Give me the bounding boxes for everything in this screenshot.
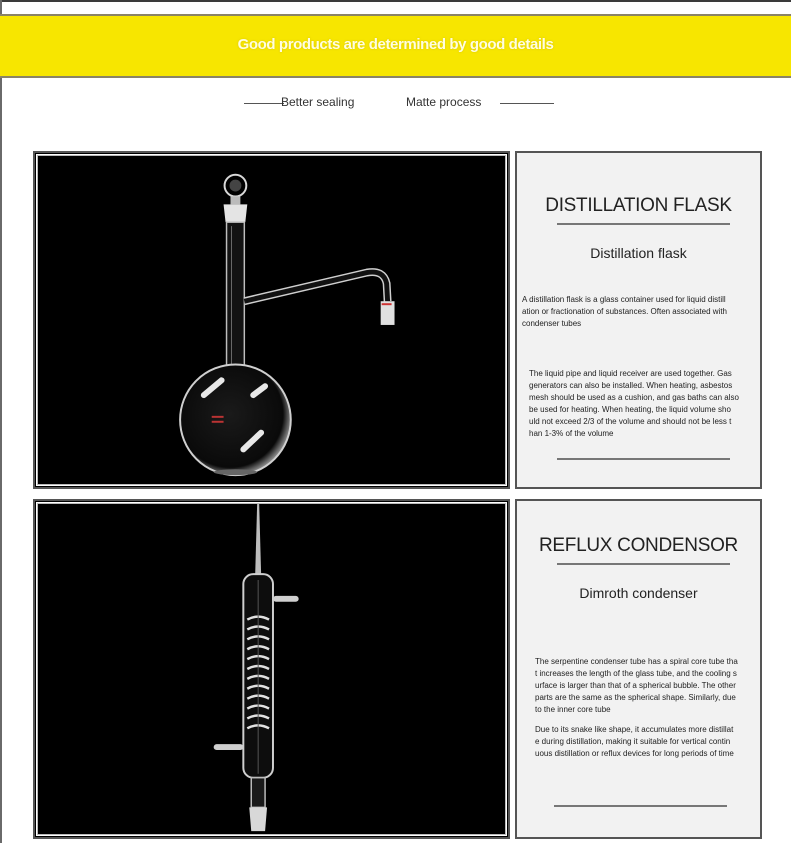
- details-banner: [0, 14, 791, 78]
- panel-bottom-divider: [557, 458, 730, 460]
- left-divider: [0, 0, 2, 843]
- subtitle-left-rule: [244, 103, 284, 104]
- heading-underline: [557, 223, 730, 225]
- product-heading: REFLUX CONDENSOR: [539, 535, 738, 556]
- product-usage-notes: Due to its snake like shape, it accumulates more distillat e during distillation, making it suitable for vertical contin uous distillation or reflux devices for long periods of time: [535, 725, 734, 758]
- distillation-flask-panel: [515, 151, 762, 489]
- product-subheading: Dimroth condenser: [579, 585, 698, 601]
- product-subheading: Distillation flask: [590, 245, 687, 261]
- feature-subtitles: [0, 92, 791, 118]
- panel-bottom-divider: [554, 805, 727, 807]
- distillation-flask-icon: [35, 153, 508, 487]
- banner-title: Good products are determined by good details: [237, 35, 554, 53]
- dimroth-condenser-icon: [35, 501, 508, 837]
- feature-better-sealing: Better sealing: [281, 95, 355, 109]
- product-description: The serpentine condenser tube has a spiral core tube tha t increases the length of the glass tube, and the cooling s urface is larger than that of a spherical bubble. The other parts are the same as the spherical shape. Similarly, due to the inner core tube: [535, 657, 738, 714]
- product-description: A distillation flask is a glass container used for liquid distill ation or fractionation of substances. Often associated with condenser tubes: [522, 295, 728, 328]
- feature-matte-process: Matte process: [406, 95, 482, 109]
- heading-underline: [557, 563, 730, 565]
- product-usage-notes: The liquid pipe and liquid receiver are used together. Gas generators can also be installed. When heating, asbestos mesh should be used as a cushion, and gas baths can also be used for heating. When heating, the liquid volume sho uld not exceed 2/3 of the volume and should not be less t han 1-3% of the volume: [529, 369, 739, 438]
- dimroth-condenser-photo: [33, 499, 510, 839]
- reflux-condenser-panel: [515, 499, 762, 839]
- top-divider: [0, 0, 791, 2]
- product-heading: DISTILLATION FLASK: [545, 195, 732, 216]
- subtitle-right-rule: [500, 103, 554, 104]
- distillation-flask-photo: [33, 151, 510, 489]
